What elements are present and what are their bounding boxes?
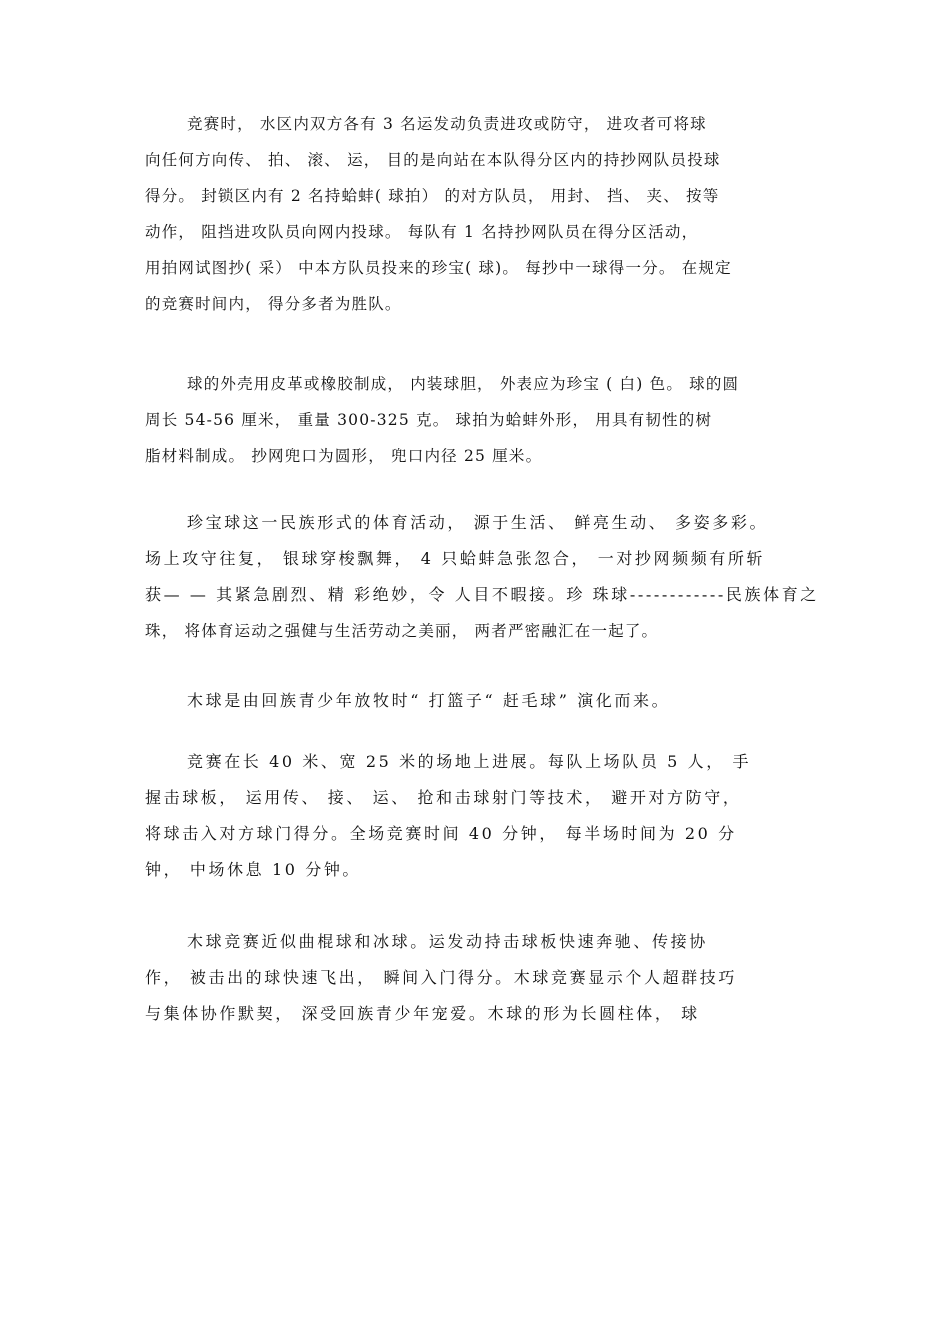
paragraph-line: 与集体协作默契， 深受回族青少年宠爱。木球的形为长圆柱体， 球 xyxy=(145,1004,700,1023)
paragraph-line: 场上攻守往复， 银球穿梭飘舞， 4 只蛤蚌急张忽合， 一对抄网频频有所斩 xyxy=(145,549,766,568)
paragraph-wooden-ball-rules xyxy=(145,744,805,888)
paragraph-line: 竞赛时， 水区内双方各有 3 名运发动负责进攻或防守， 进攻者可将球 xyxy=(187,115,707,133)
paragraph-line: 木球竞赛近似曲棍球和冰球。运发动持击球板快速奔驰、传接协 xyxy=(187,932,708,951)
paragraph-line: 珍宝球这一民族形式的体育活动， 源于生活、 鲜亮生动、 多姿多彩。 xyxy=(187,513,769,532)
paragraph-line: 的竞赛时间内， 得分多者为胜队。 xyxy=(145,295,402,313)
paragraph-line: 球的外壳用皮革或橡胶制成， 内装球胆， 外表应为珍宝 ( 白) 色。 球的圆 xyxy=(187,375,740,393)
paragraph-line: 竞赛在长 40 米、宽 25 米的场地上进展。每队上场队员 5 人， 手 xyxy=(187,752,752,771)
paragraph-pearl-ball-description xyxy=(145,505,819,649)
paragraph-line: 向任何方向传、 拍、 滚、 运， 目的是向站在本队得分区内的持抄网队员投球 xyxy=(145,151,721,169)
paragraph-line: 将球击入对方球门得分。全场竞赛时间 40 分钟， 每半场时间为 20 分 xyxy=(145,824,737,843)
paragraph-line: 作， 被击出的球快速飞出， 瞬间入门得分。木球竞赛显示个人超群技巧 xyxy=(145,968,737,987)
paragraph-equipment xyxy=(145,366,805,474)
paragraph-line: 周长 54-56 厘米， 重量 300-325 克。 球拍为蛤蚌外形， 用具有韧性的树 xyxy=(145,411,713,429)
paragraph-line: 钟， 中场休息 10 分钟。 xyxy=(145,860,362,879)
paragraph-line: 握击球板， 运用传、 接、 运、 抢和击球射门等技术， 避开对方防守， xyxy=(145,788,742,807)
paragraph-line: 得分。 封锁区内有 2 名持蛤蚌( 球拍） 的对方队员， 用封、 挡、 夹、 按等 xyxy=(145,187,720,205)
paragraph-wooden-ball-origin xyxy=(145,683,805,719)
paragraph-line: 用拍网试图抄( 采） 中本方队员投来的珍宝( 球)。 每抄中一球得一分。 在规定 xyxy=(145,259,732,277)
paragraph-wooden-ball-features xyxy=(145,924,805,1032)
paragraph-line: 珠， 将体育运动之强健与生活劳动之美丽， 两者严密融汇在一起了。 xyxy=(145,622,659,640)
paragraph-line: 获— — 其紧急剧烈、精 彩绝妙，令 人目不暇接。珍 珠球------------民族体育之 xyxy=(145,585,819,604)
paragraph-water-polo-rules xyxy=(145,106,805,322)
paragraph-line: 木球是由回族青少年放牧时“ 打篮子“ 赶毛球” 演化而来。 xyxy=(187,691,671,710)
paragraph-line: 脂材料制成。 抄网兜口为圆形， 兜口内径 25 厘米。 xyxy=(145,447,543,465)
paragraph-line: 动作， 阻挡进攻队员向网内投球。 每队有 1 名持抄网队员在得分区活动， xyxy=(145,223,699,241)
